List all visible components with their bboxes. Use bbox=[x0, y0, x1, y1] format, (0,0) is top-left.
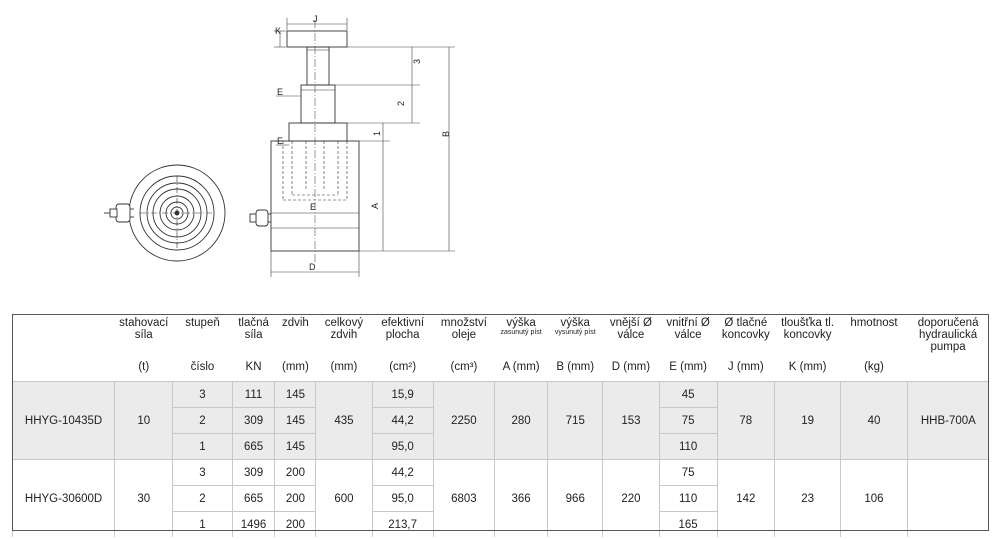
header-label: hmotnost bbox=[850, 317, 898, 329]
header-label: vnitřní Ø bbox=[666, 317, 710, 329]
header-outer_d bbox=[603, 314, 659, 353]
cell-force: 665 bbox=[232, 434, 275, 460]
header-unit-stroke: (mm) bbox=[281, 361, 309, 373]
header-label: doporučená bbox=[917, 317, 979, 329]
header-sublabel: síla bbox=[244, 329, 263, 341]
dim-label-e-mid: E bbox=[277, 136, 284, 146]
header-unit-stage: číslo bbox=[190, 361, 215, 373]
dim-label-1: 1 bbox=[372, 130, 382, 136]
cell-inner_d: 165 bbox=[659, 512, 717, 538]
header-label: tlačná bbox=[238, 317, 269, 329]
cell-plunger_d: 78 bbox=[717, 382, 774, 460]
cell-force: 1496 bbox=[232, 512, 275, 538]
cell-stroke: 200 bbox=[275, 512, 316, 538]
cell-height_b: 715 bbox=[548, 382, 603, 460]
header-sublabel: zdvih bbox=[330, 329, 358, 341]
header-unit-inner_d: E (mm) bbox=[669, 361, 707, 373]
header-unit-height_b: B (mm) bbox=[556, 361, 595, 373]
cell-area: 44,2 bbox=[372, 460, 433, 486]
table-row bbox=[13, 382, 990, 408]
cell-height_b: 966 bbox=[548, 460, 603, 538]
header-unit-stroke_force: (t) bbox=[138, 361, 150, 373]
header-stroke bbox=[275, 314, 316, 353]
header-sublabel: plocha bbox=[385, 329, 420, 341]
header-sublabel: hydraulická pumpa bbox=[919, 329, 978, 353]
header-sublabel: koncovky bbox=[721, 329, 770, 341]
header-sublabel: válce bbox=[617, 329, 645, 341]
header-pump bbox=[907, 314, 989, 353]
header-sublabel: oleje bbox=[451, 329, 477, 341]
header-force bbox=[232, 314, 275, 353]
header-label: zdvih bbox=[281, 317, 309, 329]
table-header bbox=[13, 314, 990, 382]
cell-stage: 1 bbox=[173, 434, 232, 460]
header-label: výška bbox=[560, 317, 590, 329]
header-model bbox=[13, 314, 115, 353]
header-sublabel: koncovky bbox=[783, 329, 832, 341]
header-height_b bbox=[548, 314, 603, 353]
header-label: stahovací bbox=[119, 317, 169, 329]
header-label: Ø tlačné bbox=[724, 317, 768, 329]
header-unit-height_a: A (mm) bbox=[502, 361, 540, 373]
cell-inner_d: 110 bbox=[659, 434, 717, 460]
cell-area: 95,0 bbox=[372, 486, 433, 512]
top-view bbox=[104, 165, 225, 261]
cell-inner_d: 110 bbox=[659, 486, 717, 512]
cell-area: 95,0 bbox=[372, 434, 433, 460]
cell-area: 15,9 bbox=[372, 382, 433, 408]
cell-model: HHYG-30600D bbox=[13, 460, 115, 538]
cell-weight: 106 bbox=[841, 460, 907, 538]
cell-stage: 2 bbox=[173, 486, 232, 512]
cell-area: 44,2 bbox=[372, 408, 433, 434]
header-sublabel: zasunutý píst bbox=[500, 329, 542, 336]
dim-label-j: J bbox=[313, 14, 318, 24]
header-sublabel: síla bbox=[134, 329, 153, 341]
dim-label-a: A bbox=[370, 202, 380, 209]
header-height_a bbox=[495, 314, 548, 353]
header-unit-area: (cm²) bbox=[389, 361, 417, 373]
dim-label-e-inner: E bbox=[310, 202, 317, 212]
dim-label-d: D bbox=[309, 262, 316, 272]
header-unit-total_stroke: (mm) bbox=[330, 361, 358, 373]
header-stroke_force bbox=[115, 314, 173, 353]
cell-stroke: 145 bbox=[275, 408, 316, 434]
cell-plunger_d: 142 bbox=[717, 460, 774, 538]
dim-label-e-top: E bbox=[277, 87, 284, 97]
header-plunger_d bbox=[717, 314, 774, 353]
cell-outer_d: 220 bbox=[603, 460, 659, 538]
cell-stroke: 145 bbox=[275, 382, 316, 408]
header-label: tloušťka tl. bbox=[781, 317, 835, 329]
cell-oil: 2250 bbox=[433, 382, 494, 460]
header-plunger_t bbox=[774, 314, 840, 353]
header-sublabel: válce bbox=[674, 329, 702, 341]
header-unit-pump bbox=[907, 353, 989, 382]
cell-height_a: 280 bbox=[495, 382, 548, 460]
header-unit-weight: (kg) bbox=[864, 361, 884, 373]
header-unit-model bbox=[13, 353, 115, 382]
cell-stage: 2 bbox=[173, 408, 232, 434]
header-label: vnější Ø bbox=[609, 317, 652, 329]
header-stage bbox=[173, 314, 232, 353]
header-oil bbox=[433, 314, 494, 353]
cell-stage: 3 bbox=[173, 460, 232, 486]
cell-oil: 6803 bbox=[433, 460, 494, 538]
header-unit-plunger_t: K (mm) bbox=[788, 361, 827, 373]
header-total_stroke bbox=[316, 314, 372, 353]
cell-stage: 3 bbox=[173, 382, 232, 408]
cell-inner_d: 75 bbox=[659, 460, 717, 486]
header-unit-force: KN bbox=[245, 361, 262, 373]
cell-stroke: 200 bbox=[275, 486, 316, 512]
cell-force: 665 bbox=[232, 486, 275, 512]
cell-stroke_force: 30 bbox=[115, 460, 173, 538]
cell-pump: HHB-700A bbox=[907, 382, 989, 460]
cell-total_stroke: 600 bbox=[316, 460, 372, 538]
dim-label-2: 2 bbox=[396, 100, 406, 106]
header-area bbox=[372, 314, 433, 353]
cell-stroke_force: 10 bbox=[115, 382, 173, 460]
dimension-lines bbox=[271, 18, 455, 277]
cell-stroke: 145 bbox=[275, 434, 316, 460]
table-body bbox=[13, 382, 990, 538]
dim-label-k: K bbox=[275, 26, 282, 36]
cell-plunger_t: 19 bbox=[774, 382, 840, 460]
dim-label-3: 3 bbox=[412, 58, 422, 64]
side-view bbox=[250, 20, 359, 262]
header-unit-plunger_d: J (mm) bbox=[727, 361, 764, 373]
cell-pump bbox=[907, 460, 989, 538]
cell-plunger_t: 23 bbox=[774, 460, 840, 538]
header-sublabel: vysunutý píst bbox=[554, 329, 596, 336]
header-label: množství bbox=[440, 317, 487, 329]
cell-stage: 1 bbox=[173, 512, 232, 538]
cell-inner_d: 75 bbox=[659, 408, 717, 434]
cell-model: HHYG-10435D bbox=[13, 382, 115, 460]
dimension-labels bbox=[275, 14, 451, 272]
header-label: celkový bbox=[324, 317, 364, 329]
cell-stroke: 200 bbox=[275, 460, 316, 486]
cell-inner_d: 45 bbox=[659, 382, 717, 408]
header-unit-outer_d: D (mm) bbox=[611, 361, 651, 373]
cell-area: 213,7 bbox=[372, 512, 433, 538]
spec-table bbox=[12, 314, 989, 537]
cell-force: 111 bbox=[232, 382, 275, 408]
header-label: stupeň bbox=[185, 317, 220, 329]
header-inner_d bbox=[659, 314, 717, 353]
header-label: efektivní bbox=[381, 317, 425, 329]
cell-force: 309 bbox=[232, 408, 275, 434]
cell-total_stroke: 435 bbox=[316, 382, 372, 460]
header-weight bbox=[841, 314, 907, 353]
cell-force: 309 bbox=[232, 460, 275, 486]
cell-weight: 40 bbox=[841, 382, 907, 460]
table-row bbox=[13, 460, 990, 486]
header-unit-oil: (cm³) bbox=[450, 361, 478, 373]
dim-label-b: B bbox=[441, 130, 451, 137]
cell-height_a: 366 bbox=[495, 460, 548, 538]
cell-outer_d: 153 bbox=[603, 382, 659, 460]
header-label: výška bbox=[506, 317, 536, 329]
